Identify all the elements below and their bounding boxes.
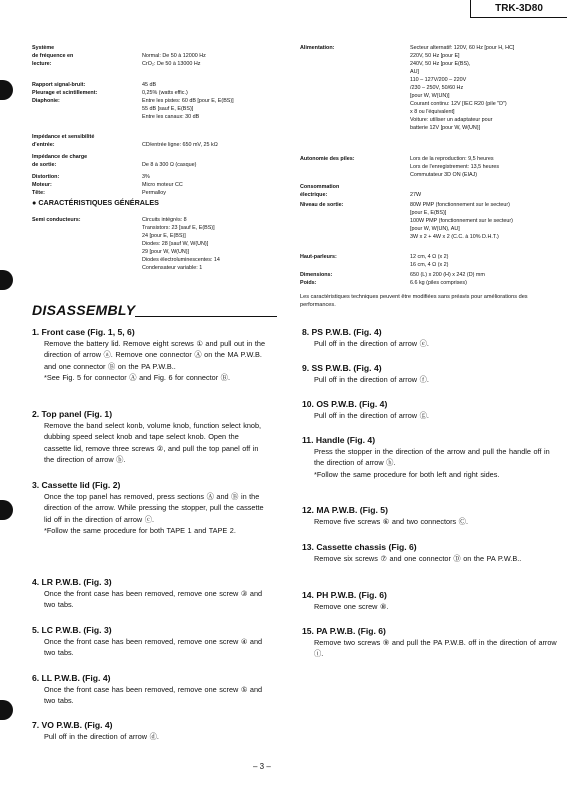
step-text: Remove one screw ⑧. — [314, 602, 389, 611]
spec-label: Pleurage et scintillement: — [32, 90, 98, 96]
step-text: Once the front case has been removed, remove one screw ④ and two tabs. — [44, 637, 263, 658]
step-body — [44, 338, 268, 384]
step-body — [44, 636, 268, 659]
spec-row — [32, 189, 282, 197]
step-text: Remove the battery lid. Remove eight screws ① and pull out in the direction of arrow ⓐ. Remove one connector Ⓐ on the MA P.W.B. and one connector Ⓑ on the PA P.W.B.. — [44, 339, 266, 371]
spec-value: Lors de la reproduction: 9,5 heures Lors de l'enregistrement: 13,5 heures Commutateur 3D ON (EIAJ) — [410, 156, 500, 178]
spec-label: Niveau de sortie: — [300, 202, 344, 208]
binder-hole — [0, 700, 13, 720]
spec-label: Poids: — [300, 280, 317, 286]
spec-label: Dimensions: — [300, 272, 333, 278]
step-heading: 5. LC P.W.B. (Fig. 3) — [32, 625, 112, 635]
spec-row — [32, 97, 282, 121]
step-text: Once the top panel has removed, press sections Ⓐ and Ⓑ in the direction of the arrow. While pressing the stopper, pull the cassette lid off in the direction of arrow ⓒ. — [44, 492, 264, 524]
step-text: Once the front case has been removed, remove one screw ⑤ and two tabs. — [44, 685, 263, 706]
step-body — [44, 420, 268, 466]
spec-label: Semi conducteurs: — [32, 217, 81, 223]
spec-label: Moteur: — [32, 182, 52, 188]
binder-hole — [0, 270, 13, 290]
step-5 — [32, 624, 268, 659]
step-13 — [302, 541, 557, 564]
step-body — [314, 374, 557, 385]
step-heading: 9. SS P.W.B. (Fig. 4) — [302, 363, 382, 373]
model-number: TRK-3D80 — [470, 0, 567, 18]
step-text: Pull off in the direction of arrow ⓔ. — [314, 339, 429, 348]
general-specs-heading: ● CARACTÉRISTIQUES GÉNÉRALES — [32, 198, 159, 207]
step-body — [44, 588, 268, 611]
step-6 — [32, 672, 268, 707]
step-15 — [302, 625, 557, 660]
spec-row — [300, 183, 562, 199]
step-10 — [302, 398, 557, 421]
step-heading: 15. PA P.W.B. (Fig. 6) — [302, 626, 386, 636]
step-heading: 7. VO P.W.B. (Fig. 4) — [32, 720, 113, 730]
spec-value: 6.6 kg (piles comprises) — [410, 280, 467, 286]
page-number: – 3 – — [253, 762, 271, 771]
step-4 — [32, 576, 268, 611]
step-heading: 12. MA P.W.B. (Fig. 5) — [302, 505, 388, 515]
step-2 — [32, 408, 268, 466]
step-body — [44, 731, 268, 742]
step-11 — [302, 434, 557, 480]
spec-value: De 8 à 300 Ω (casque) — [142, 162, 197, 168]
step-heading: 3. Cassette lid (Fig. 2) — [32, 480, 121, 490]
spec-row — [300, 253, 562, 269]
spec-value: Permalloy — [142, 190, 166, 196]
spec-label: Alimentation: — [300, 45, 335, 51]
step-text: Once the front case has been removed, remove one screw ③ and two tabs. — [44, 589, 263, 610]
spec-row — [300, 155, 562, 179]
step-text: Press the stopper in the direction of the arrow and pull the handle off in the direction of arrow ⓗ. — [314, 447, 550, 468]
step-14 — [302, 589, 557, 612]
step-12 — [302, 504, 557, 527]
spec-label: Impédance de charge de sortie: — [32, 154, 88, 168]
step-text: Remove two screws ⑨ and pull the PA P.W.B. off in the direction of arrow ⓘ. — [314, 638, 557, 659]
binder-hole — [0, 500, 13, 520]
step-heading: 14. PH P.W.B. (Fig. 6) — [302, 590, 387, 600]
spec-value: 80W PMP (fonctionnement sur le secteur) [pour E, E(BS)] 100W PMP (fonctionnement sur le secteur) [pour W, W(UN), AU] 3W x 2 + 4W x 2 (C.C. à 10% D.H.T.) — [410, 202, 513, 240]
step-body — [314, 338, 557, 349]
step-body — [314, 446, 557, 480]
spec-value: Circuits intégrés: 8 Transistors: 23 [sauf E, E(BS)] 24 [pour E, E(BS)] Diodes: 28 [sauf W, W(UN)] 29 [pour W, W(UN)] Diodes électroluminescentes: 14 Condensateur variable: 1 — [142, 217, 220, 271]
spec-value: Entre les pistes: 60 dB [pour E, E(BS)] 55 dB [sauf E, E(BS)] Entre les canaux: 30 dB — [142, 98, 234, 120]
spec-label: Consommation électrique: — [300, 184, 340, 198]
step-heading: 8. PS P.W.B. (Fig. 4) — [302, 327, 382, 337]
step-text: Remove six screws ⑦ and one connector Ⓓ on the PA P.W.B.. — [314, 554, 522, 563]
step-text: *Follow the same procedure for both left and right sides. — [314, 469, 500, 479]
spec-row — [32, 153, 282, 169]
step-heading: 13. Cassette chassis (Fig. 6) — [302, 542, 417, 552]
step-heading: 10. OS P.W.B. (Fig. 4) — [302, 399, 388, 409]
spec-row — [300, 201, 562, 241]
spec-value: Micro moteur CC — [142, 182, 183, 188]
spec-value: 650 (L) x 200 (H) x 242 (D) mm — [410, 272, 485, 278]
spec-row — [300, 279, 562, 287]
step-heading: 4. LR P.W.B. (Fig. 3) — [32, 577, 112, 587]
step-text: Pull off in the direction of arrow ⓓ. — [44, 732, 159, 741]
spec-label: Autonomie des piles: — [300, 156, 355, 162]
step-body — [44, 684, 268, 707]
spec-row — [32, 44, 282, 68]
spec-value: 0,25% (watts effic.) — [142, 90, 188, 96]
spec-label: Distortion: — [32, 174, 60, 180]
spec-label: Haut-parleurs: — [300, 254, 337, 260]
step-heading: 1. Front case (Fig. 1, 5, 6) — [32, 327, 135, 337]
step-1 — [32, 326, 268, 384]
spec-label: Impédance et sensibilité d'entrée: — [32, 134, 95, 148]
step-heading: 2. Top panel (Fig. 1) — [32, 409, 113, 419]
step-text: Pull off in the direction of arrow ⓖ. — [314, 411, 429, 420]
step-body — [44, 491, 268, 537]
spec-row — [32, 81, 282, 89]
spec-value: CD/entrée ligne: 650 mV, 25 kΩ — [142, 142, 218, 148]
spec-value: Secteur alternatif: 120V, 60 Hz [pour H, HC] 220V, 50 Hz [pour E] 240V, 50 Hz [pour E(BS), AU] 110 – 127V/200 – 220V /230 – 250V, 50/60 Hz [pour W, W(UN)] Courant continu: 12V [IEC R20 (pile "D") x 8 ou l'équivalent] Voiture: utiliser un adaptateur pour batterie 12V [pour W, W(UN)] — [410, 45, 515, 131]
step-heading: 6. LL P.W.B. (Fig. 4) — [32, 673, 111, 683]
step-body — [314, 601, 557, 612]
step-body — [314, 553, 557, 564]
step-text: *See Fig. 5 for connector Ⓐ and Fig. 6 for connector Ⓑ. — [44, 373, 230, 383]
spec-value: 12 cm, 4 Ω (x 2) 16 cm, 4 Ω (x 2) — [410, 254, 449, 268]
spec-label: Rapport signal-bruit: — [32, 82, 86, 88]
step-body — [314, 516, 557, 527]
step-text: *Follow the same procedure for both TAPE 1 and TAPE 2. — [44, 526, 236, 536]
step-text: Remove the band select konb, volume knob, function select knob, dubbing speed select knob and tape select knob. Open the cassette lid, remove three screws ②, and pull the top panel off in the direction of arrow ⓑ. — [44, 421, 262, 465]
specs-note: Les caractéristiques techniques peuvent être modifiées sans préavis pour améliorations des performances. — [300, 294, 528, 308]
spec-value: 45 dB — [142, 82, 157, 88]
spec-label: Tête: — [32, 190, 45, 196]
step-body — [314, 410, 557, 421]
spec-row — [32, 216, 282, 272]
spec-row — [300, 271, 562, 279]
step-text: Remove five screws ⑥ and two connectors Ⓒ. — [314, 517, 469, 526]
spec-row — [300, 44, 562, 132]
spec-value: Normal: De 50 à 12000 Hz CrO₂: De 50 à 13000 Hz — [142, 53, 206, 67]
spec-row — [32, 133, 282, 149]
step-heading: 11. Handle (Fig. 4) — [302, 435, 376, 445]
disassembly-title: DISASSEMBLY — [32, 302, 136, 318]
step-text: Pull off in the direction of arrow ⓕ. — [314, 375, 429, 384]
step-3 — [32, 479, 268, 537]
title-underline — [135, 316, 277, 317]
spec-value: 3% — [142, 174, 150, 180]
step-body — [314, 637, 557, 660]
spec-row — [32, 89, 282, 97]
spec-label: Système de fréquence en lecture: — [32, 45, 74, 67]
spec-row — [32, 173, 282, 181]
binder-hole — [0, 80, 13, 100]
spec-label: Diaphonie: — [32, 98, 60, 104]
spec-value: 27W — [410, 192, 422, 198]
step-7 — [32, 719, 268, 742]
step-9 — [302, 362, 557, 385]
spec-row — [32, 181, 282, 189]
step-8 — [302, 326, 557, 349]
